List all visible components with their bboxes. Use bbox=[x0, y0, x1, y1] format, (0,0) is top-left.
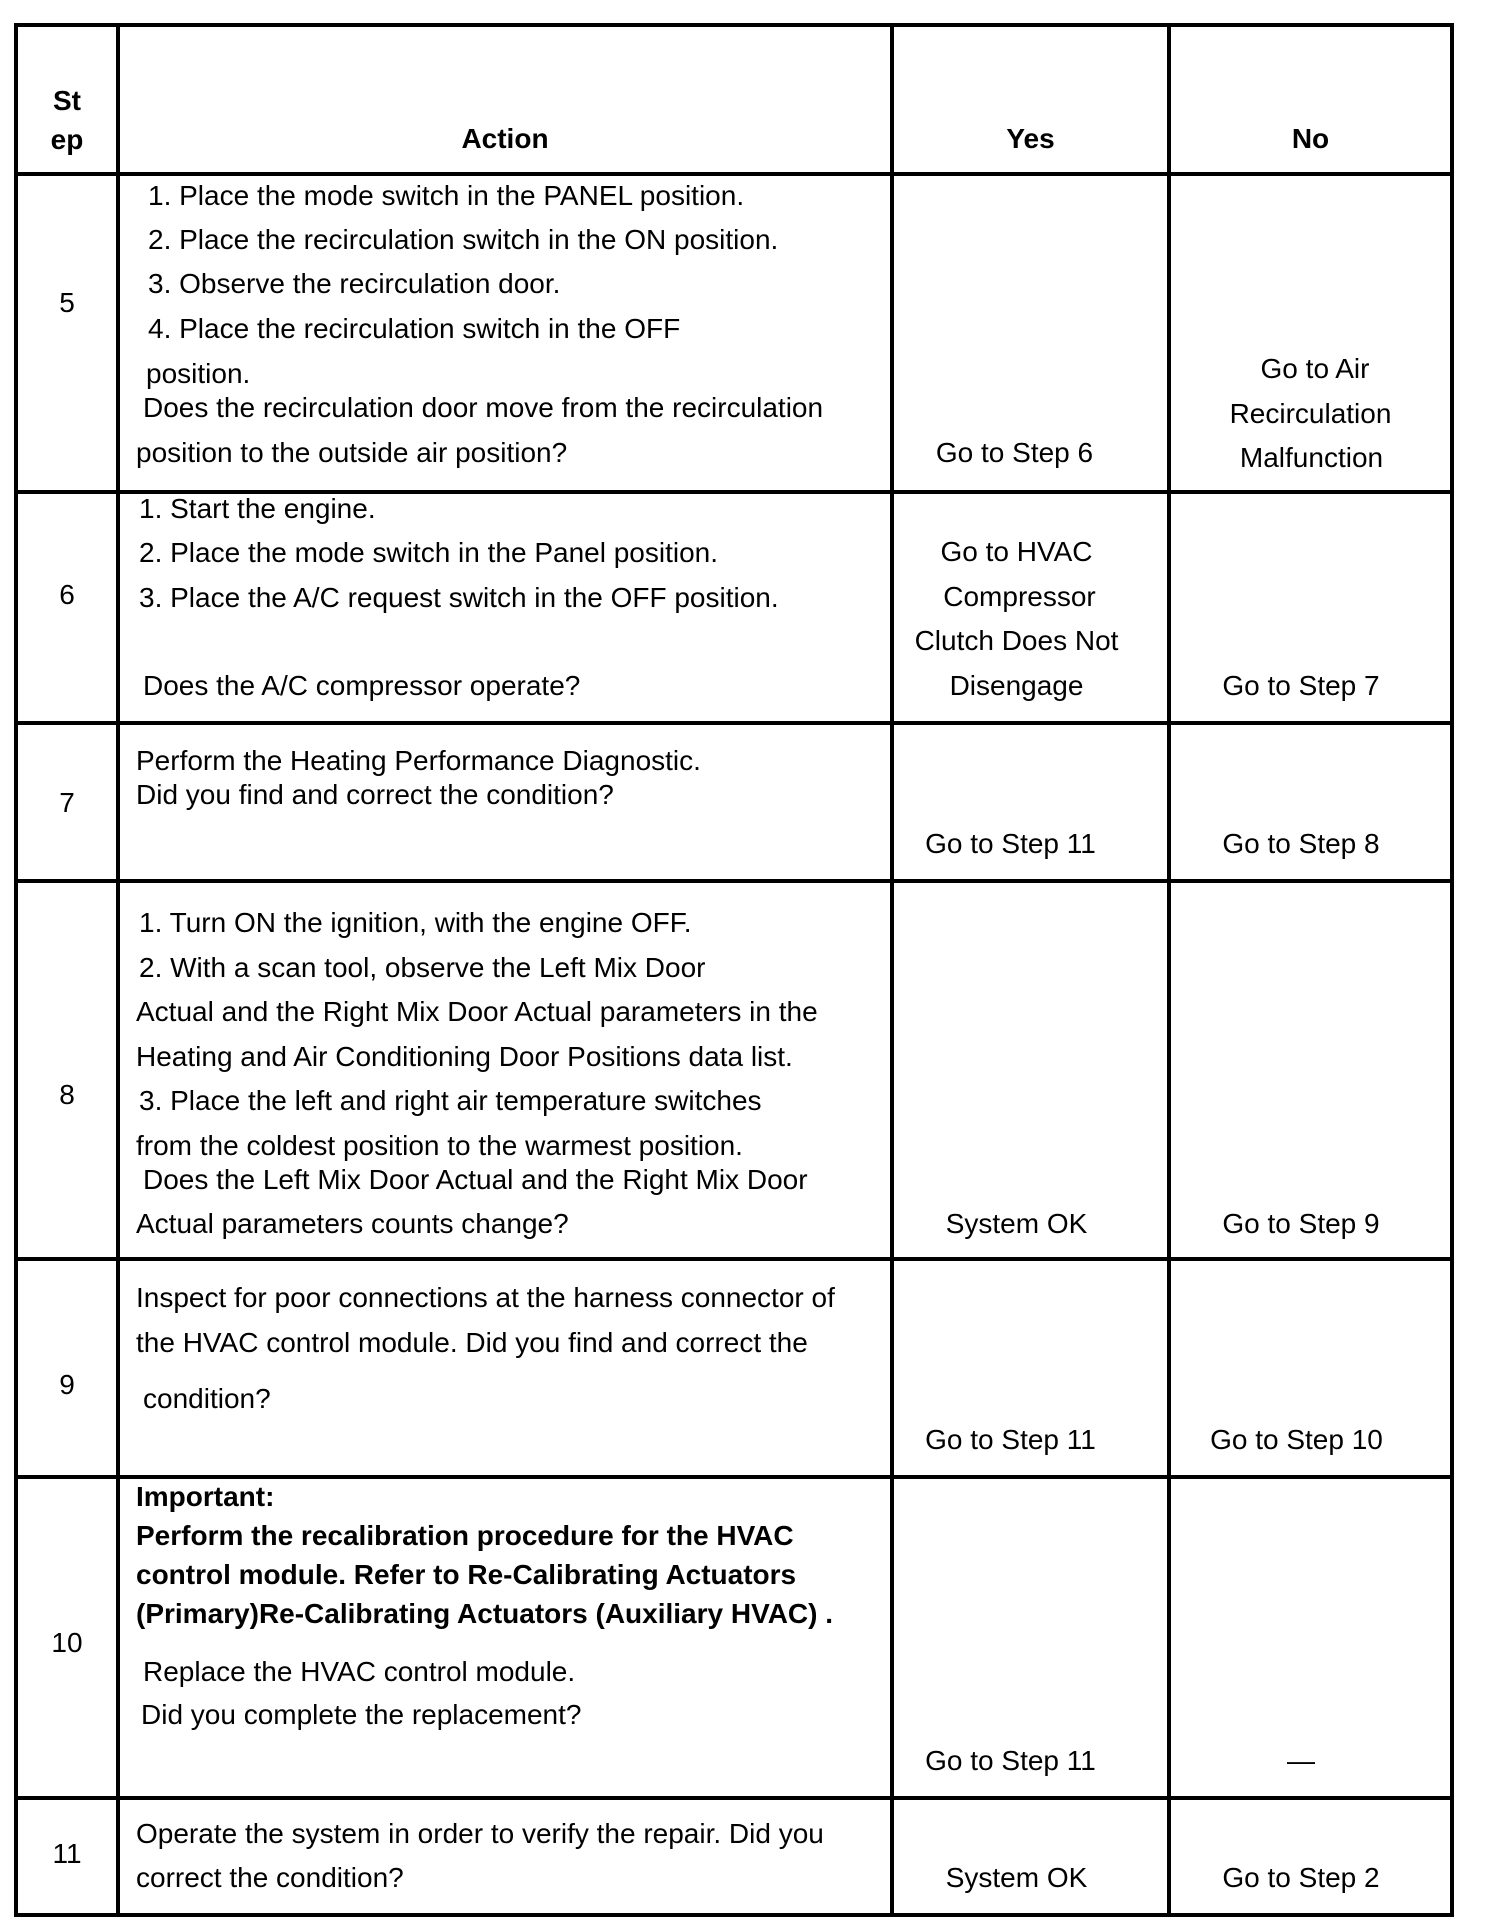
action-line: from the coldest position to the warmest position. bbox=[136, 1130, 743, 1161]
action-line: 4. Place the recirculation switch in the OFF bbox=[148, 313, 681, 344]
action-line: 2. Place the recirculation switch in the ON position. bbox=[148, 224, 779, 255]
table-border-right bbox=[1450, 23, 1454, 1917]
no-result: — bbox=[1287, 1745, 1315, 1776]
column-divider bbox=[890, 23, 894, 1917]
action-line: 3. Observe the recirculation door. bbox=[148, 268, 561, 299]
step-number: 10 bbox=[51, 1627, 83, 1658]
yes-result: System OK bbox=[945, 1862, 1088, 1893]
yes-result: System OK bbox=[945, 1208, 1088, 1239]
step-number: 9 bbox=[59, 1369, 75, 1400]
no-result: Go to Step 9 bbox=[1222, 1208, 1380, 1239]
action-line: 3. Place the A/C request switch in the OFF position. bbox=[139, 582, 779, 613]
action-line: position to the outside air position? bbox=[136, 437, 568, 468]
row-divider bbox=[14, 172, 1454, 176]
action-line: Does the recirculation door move from the recirculation bbox=[143, 392, 824, 423]
action-line: Heating and Air Conditioning Door Positions data list. bbox=[136, 1041, 793, 1072]
header-yes: Yes bbox=[1006, 123, 1055, 154]
no-result: Go to Step 10 bbox=[1210, 1424, 1383, 1455]
action-line: the HVAC control module. Did you find and correct the bbox=[136, 1327, 808, 1358]
no-result: Go to Step 2 bbox=[1222, 1862, 1380, 1893]
action-line: condition? bbox=[143, 1383, 271, 1414]
table-border-top bbox=[14, 23, 1454, 27]
table-border-bottom bbox=[14, 1913, 1454, 1917]
action-line: Does the A/C compressor operate? bbox=[143, 670, 581, 701]
step-number: 8 bbox=[59, 1079, 75, 1110]
no-result: Go to Air bbox=[1260, 353, 1370, 384]
step-number: 7 bbox=[59, 787, 75, 818]
action-line: Did you complete the replacement? bbox=[141, 1699, 582, 1730]
action-line: correct the condition? bbox=[136, 1862, 404, 1893]
no-result: Malfunction bbox=[1239, 442, 1384, 473]
important-line: (Primary)Re-Calibrating Actuators (Auxiliary HVAC) . bbox=[136, 1598, 834, 1629]
header-no: No bbox=[1291, 123, 1330, 154]
no-result: Recirculation bbox=[1229, 398, 1392, 429]
header-step-line2: ep bbox=[50, 124, 84, 155]
yes-result: Go to Step 11 bbox=[925, 1424, 1096, 1455]
header-step-line1: St bbox=[53, 85, 81, 116]
action-line: position. bbox=[146, 358, 251, 389]
action-line: Does the Left Mix Door Actual and the Right Mix Door bbox=[143, 1164, 808, 1195]
action-line: 1. Start the engine. bbox=[139, 493, 376, 524]
action-line: 2. Place the mode switch in the Panel position. bbox=[139, 537, 719, 568]
action-line: Actual parameters counts change? bbox=[136, 1208, 569, 1239]
yes-result: Go to Step 11 bbox=[925, 1745, 1096, 1776]
action-line: 1. Place the mode switch in the PANEL position. bbox=[148, 180, 745, 211]
row-divider bbox=[14, 879, 1454, 883]
action-line: 3. Place the left and right air temperature switches bbox=[139, 1085, 762, 1116]
important-line: control module. Refer to Re-Calibrating Actuators bbox=[136, 1559, 797, 1590]
yes-result: Go to HVAC bbox=[940, 536, 1093, 567]
action-line: 2. With a scan tool, observe the Left Mix Door bbox=[139, 952, 706, 983]
column-divider bbox=[1167, 23, 1171, 1917]
no-result: Go to Step 8 bbox=[1222, 828, 1380, 859]
action-line: Inspect for poor connections at the harness connector of bbox=[136, 1282, 835, 1313]
row-divider bbox=[14, 1257, 1454, 1261]
important-line: Perform the recalibration procedure for the HVAC bbox=[136, 1520, 794, 1551]
step-number: 5 bbox=[59, 287, 75, 318]
header-action: Action bbox=[461, 123, 549, 154]
action-line: Operate the system in order to verify the repair. Did you bbox=[136, 1818, 824, 1849]
row-divider bbox=[14, 1796, 1454, 1800]
yes-result: Disengage bbox=[949, 670, 1084, 701]
yes-result: Go to Step 6 bbox=[935, 437, 1094, 468]
action-line: Did you find and correct the condition? bbox=[136, 779, 614, 810]
yes-result: Compressor bbox=[943, 581, 1096, 612]
step-number: 11 bbox=[52, 1838, 82, 1869]
no-result: Go to Step 7 bbox=[1222, 670, 1380, 701]
action-line: Replace the HVAC control module. bbox=[143, 1656, 576, 1687]
action-line: Perform the Heating Performance Diagnostic. bbox=[136, 745, 701, 776]
action-line: 1. Turn ON the ignition, with the engine OFF. bbox=[139, 907, 692, 938]
row-divider bbox=[14, 721, 1454, 725]
yes-result: Go to Step 11 bbox=[925, 828, 1096, 859]
important-label: Important: bbox=[136, 1481, 275, 1512]
yes-result: Clutch Does Not bbox=[914, 625, 1119, 656]
action-line: Actual and the Right Mix Door Actual parameters in the bbox=[136, 996, 818, 1027]
column-divider bbox=[116, 23, 120, 1917]
step-number: 6 bbox=[59, 579, 75, 610]
row-divider bbox=[14, 1475, 1454, 1479]
